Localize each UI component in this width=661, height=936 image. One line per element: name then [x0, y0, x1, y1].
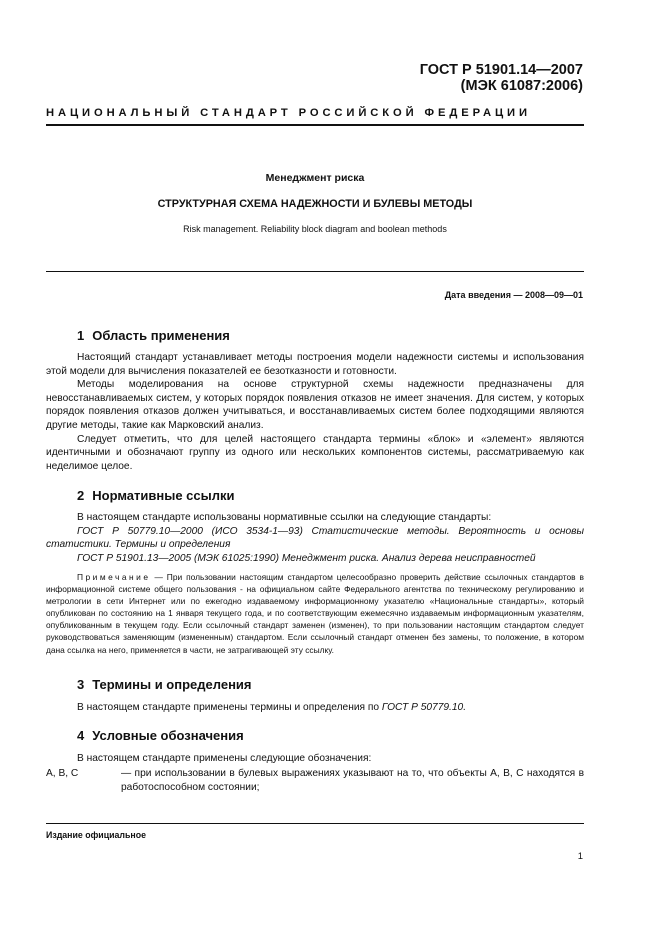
page-number: 1 — [577, 851, 583, 862]
introduction-date: Дата введения — 2008—09—01 — [444, 290, 583, 300]
note-block — [46, 571, 584, 656]
section-3-body — [46, 701, 584, 715]
paragraph: Настоящий стандарт устанавливает методы построения модели надежности системы и использования этой модели для вычисления показателей ее безотказности и готовности. — [46, 352, 584, 377]
paragraph: В настоящем стандарте использованы нормативные ссылки на следующие стандарты: — [77, 512, 492, 523]
iec-number: (МЭК 61087:2006) — [460, 78, 583, 94]
paragraph: Следует отметить, что для целей настоящего стандарта термины «блок» и «элемент» являются идентичными и обозначают группу из одного или нескольких компонентов системы, рассматриваемую как неделимое целое. — [46, 433, 584, 472]
section-4-body — [46, 752, 584, 766]
national-standard-banner: НАЦИОНАЛЬНЫЙ СТАНДАРТ РОССИЙСКОЙ ФЕДЕРАЦИИ — [46, 107, 531, 119]
document-subtitle: Менеджмент риска — [265, 172, 365, 184]
section-3-heading — [77, 677, 252, 692]
reference-item: ГОСТ Р 50779.10—2000 (ИСО 3534-1—93) Статистические методы. Вероятность и основы статистики. Термины и определения — [46, 525, 584, 551]
footer-rule — [46, 823, 584, 824]
note-label: Примечание — [77, 572, 151, 582]
reference-link-text: ГОСТ Р 50779.10. — [381, 702, 467, 713]
section-2-heading — [77, 488, 234, 503]
paragraph: Методы моделирования на основе структурной схемы надежности предназначены для невосстанавливаемых систем, у которых порядок появления отказов не имеет значения. Для систем, у которых порядок появления отказов должен учитываться, и восстанавливаемых систем более подходящими являются другие методы, такие как Марковский анализ. — [46, 379, 584, 431]
symbol-term: A, B, C — [46, 768, 79, 779]
section-1-heading — [77, 328, 230, 343]
section-number: 2 — [77, 488, 85, 503]
document-title: СТРУКТУРНАЯ СХЕМА НАДЕЖНОСТИ И БУЛЕВЫ МЕТОДЫ — [157, 198, 473, 210]
header-rule — [46, 124, 584, 126]
section-4-heading — [77, 728, 244, 743]
edition-label: Издание официальное — [46, 830, 146, 840]
section-title: Область применения — [92, 328, 230, 343]
title-rule — [46, 271, 584, 272]
symbol-definition: — при использовании в булевых выражениях указывают на то, что объекты A, B, C находятся в работоспособном состоянии; — [121, 768, 584, 793]
section-title: Условные обозначения — [92, 728, 244, 743]
paragraph: В настоящем стандарте применены следующие обозначения: — [77, 753, 372, 764]
section-number: 1 — [77, 328, 85, 343]
paragraph: В настоящем стандарте применены термины и определения по — [77, 702, 382, 713]
note-text: — При пользовании настоящим стандартом целесообразно проверить действие ссылочных стандартов в информационной системе общего пользования - на официальном сайте Федерального агентства по техническому регулированию и метрологии в сети Интернет или по ежегодно издаваемому информационному указателю «Национальные стандарты», который опубликован по состоянию на 1 января текущего года, и по соответствующим ежемесячно издаваемым информационным указателям, опубликованным в текущем году. Если ссылочный стандарт заменен (изменен), то при пользовании настоящим стандартом следует руководствоваться заменяющим (измененным) стандартом. Если ссылочный стандарт отменен без замены, то положение, в котором дана ссылка на него, применяется в части, не затрагивающей эту ссылку. — [46, 572, 584, 655]
section-title: Нормативные ссылки — [92, 488, 235, 503]
reference-item: ГОСТ Р 51901.13—2005 (МЭК 61025:1990) Менеджмент риска. Анализ дерева неисправностей — [77, 552, 536, 564]
section-number: 4 — [77, 728, 85, 743]
gost-number: ГОСТ Р 51901.14—2007 — [419, 62, 583, 78]
standard-designation — [420, 62, 583, 94]
section-2-body — [46, 511, 584, 565]
section-1-body — [46, 351, 584, 473]
section-number: 3 — [77, 677, 85, 692]
document-title-english: Risk management. Reliability block diagram and boolean methods — [183, 224, 447, 234]
section-title: Термины и определения — [92, 677, 252, 692]
